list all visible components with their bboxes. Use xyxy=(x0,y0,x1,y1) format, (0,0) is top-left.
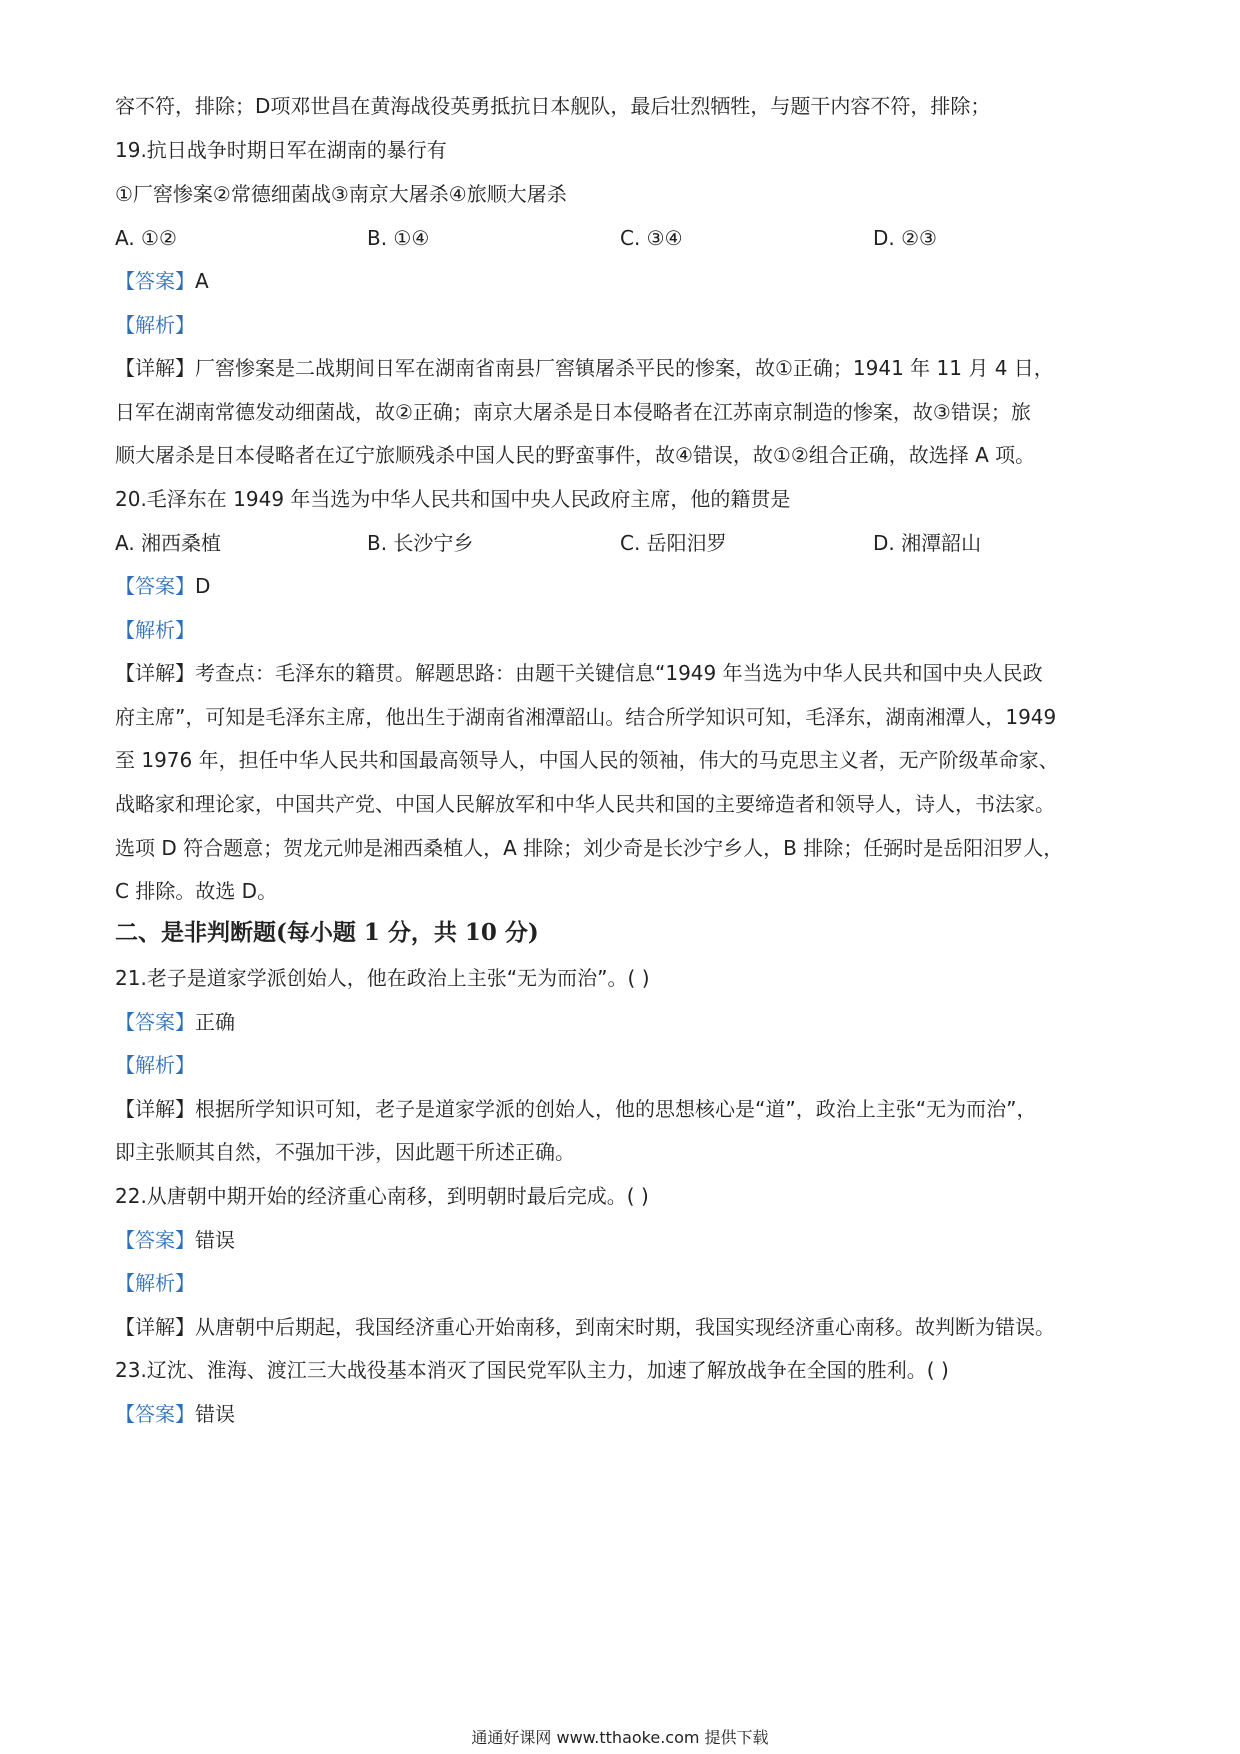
analysis-line xyxy=(115,310,1130,340)
answer-tag: 【答案】 xyxy=(115,1228,195,1252)
detail-tag: 【详解】 xyxy=(115,661,195,685)
detail-line: 战略家和理论家，中国共产党、中国人民解放军和中华人民共和国的主要缔造者和领导人，诗人，书法家。 xyxy=(115,792,1055,816)
answer-value: D xyxy=(195,574,211,598)
detail-line: 府主席”，可知是毛泽东主席，他出生于湖南省湘潭韶山。结合所学知识可知，毛泽东，湖南湘潭人，1949 xyxy=(115,705,1057,729)
analysis-line xyxy=(115,1050,1130,1080)
option-c: C. 岳阳汨罗 xyxy=(620,531,727,555)
page-footer: 通通好课网 www.tthaoke.com 提供下载 xyxy=(471,1728,769,1747)
question-21: 21.老子是道家学派创始人，他在政治上主张“无为而治”。( ) xyxy=(115,966,650,990)
detail-line xyxy=(115,1312,1130,1342)
detail-line xyxy=(115,353,1130,383)
detail-tag: 【详解】 xyxy=(115,1097,195,1121)
question-23: 23.辽沈、淮海、渡江三大战役基本消灭了国民党军队主力，加速了解放战争在全国的胜利。( ) xyxy=(115,1358,949,1382)
analysis-tag: 【解析】 xyxy=(115,1053,195,1077)
detail-tag: 【详解】 xyxy=(115,356,195,380)
option-b: B. ①④ xyxy=(367,226,430,250)
answer-tag: 【答案】 xyxy=(115,1010,195,1034)
analysis-line xyxy=(115,1268,1130,1298)
detail-line xyxy=(115,658,1130,688)
detail-tag: 【详解】 xyxy=(115,1315,195,1339)
question-20: 20.毛泽东在 1949 年当选为中华人民共和国中央人民政府主席，他的籍贯是 xyxy=(115,487,791,511)
detail-line: 选项 D 符合题意；贺龙元帅是湘西桑植人，A 排除；刘少奇是长沙宁乡人，B 排除；任弼时是岳阳汨罗人， xyxy=(115,836,1064,860)
answer-tag: 【答案】 xyxy=(115,574,195,598)
question-19-items: ①厂窖惨案②常德细菌战③南京大屠杀④旅顺大屠杀 xyxy=(115,182,567,206)
answer-line xyxy=(115,266,1130,296)
answer-tag: 【答案】 xyxy=(115,1402,195,1426)
detail-text: 考查点：毛泽东的籍贯。解题思路：由题干关键信息“1949 年当选为中华人民共和国中央人民政 xyxy=(195,661,1043,685)
detail-text: 厂窖惨案是二战期间日军在湖南省南县厂窖镇屠杀平民的惨案，故①正确；1941 年 11 月 4 日， xyxy=(195,356,1054,380)
answer-line xyxy=(115,1225,1130,1255)
detail-line: 即主张顺其自然，不强加干涉，因此题干所述正确。 xyxy=(115,1140,575,1164)
detail-text: 从唐朝中后期起，我国经济重心开始南移，到南宋时期，我国实现经济重心南移。故判断为错误。 xyxy=(195,1315,1055,1339)
answer-line xyxy=(115,1399,1130,1429)
analysis-tag: 【解析】 xyxy=(115,313,195,337)
question-22: 22.从唐朝中期开始的经济重心南移，到明朝时最后完成。( ) xyxy=(115,1184,649,1208)
answer-value: 错误 xyxy=(195,1402,235,1426)
option-d: D. ②③ xyxy=(873,226,937,250)
option-a: A. ①② xyxy=(115,226,177,250)
detail-text: 根据所学知识可知，老子是道家学派的创始人，他的思想核心是“道”，政治上主张“无为而治”， xyxy=(195,1097,1037,1121)
analysis-tag: 【解析】 xyxy=(115,1271,195,1295)
option-a: A. 湘西桑植 xyxy=(115,531,222,555)
section-heading: 二、是非判断题(每小题 1 分，共 10 分) xyxy=(115,919,539,946)
detail-line: 日军在湖南常德发动细菌战，故②正确；南京大屠杀是日本侵略者在江苏南京制造的惨案，故③错误；旅 xyxy=(115,400,1031,424)
answer-value: 正确 xyxy=(195,1010,235,1034)
analysis-tag: 【解析】 xyxy=(115,618,195,642)
detail-line xyxy=(115,1094,1130,1124)
detail-line: 顺大屠杀是日本侵略者在辽宁旅顺残杀中国人民的野蛮事件，故④错误，故①②组合正确，故选择 A 项。 xyxy=(115,443,1036,467)
question-19: 19.抗日战争时期日军在湖南的暴行有 xyxy=(115,138,447,162)
detail-line: 至 1976 年，担任中华人民共和国最高领导人，中国人民的领袖，伟大的马克思主义者，无产阶级革命家、 xyxy=(115,748,1059,772)
answer-tag: 【答案】 xyxy=(115,269,195,293)
analysis-line xyxy=(115,615,1130,645)
option-b: B. 长沙宁乡 xyxy=(367,531,474,555)
answer-line xyxy=(115,571,1130,601)
option-c: C. ③④ xyxy=(620,226,683,250)
option-d: D. 湘潭韶山 xyxy=(873,531,982,555)
question-20-options xyxy=(115,528,1130,558)
answer-value: 错误 xyxy=(195,1228,235,1252)
question-19-options xyxy=(115,223,1130,253)
detail-line: C 排除。故选 D。 xyxy=(115,879,278,903)
text-line: 容不符，排除；D项邓世昌在黄海战役英勇抵抗日本舰队，最后壮烈牺牲，与题干内容不符，排除； xyxy=(115,94,991,118)
answer-value: A xyxy=(195,269,209,293)
answer-line xyxy=(115,1007,1130,1037)
